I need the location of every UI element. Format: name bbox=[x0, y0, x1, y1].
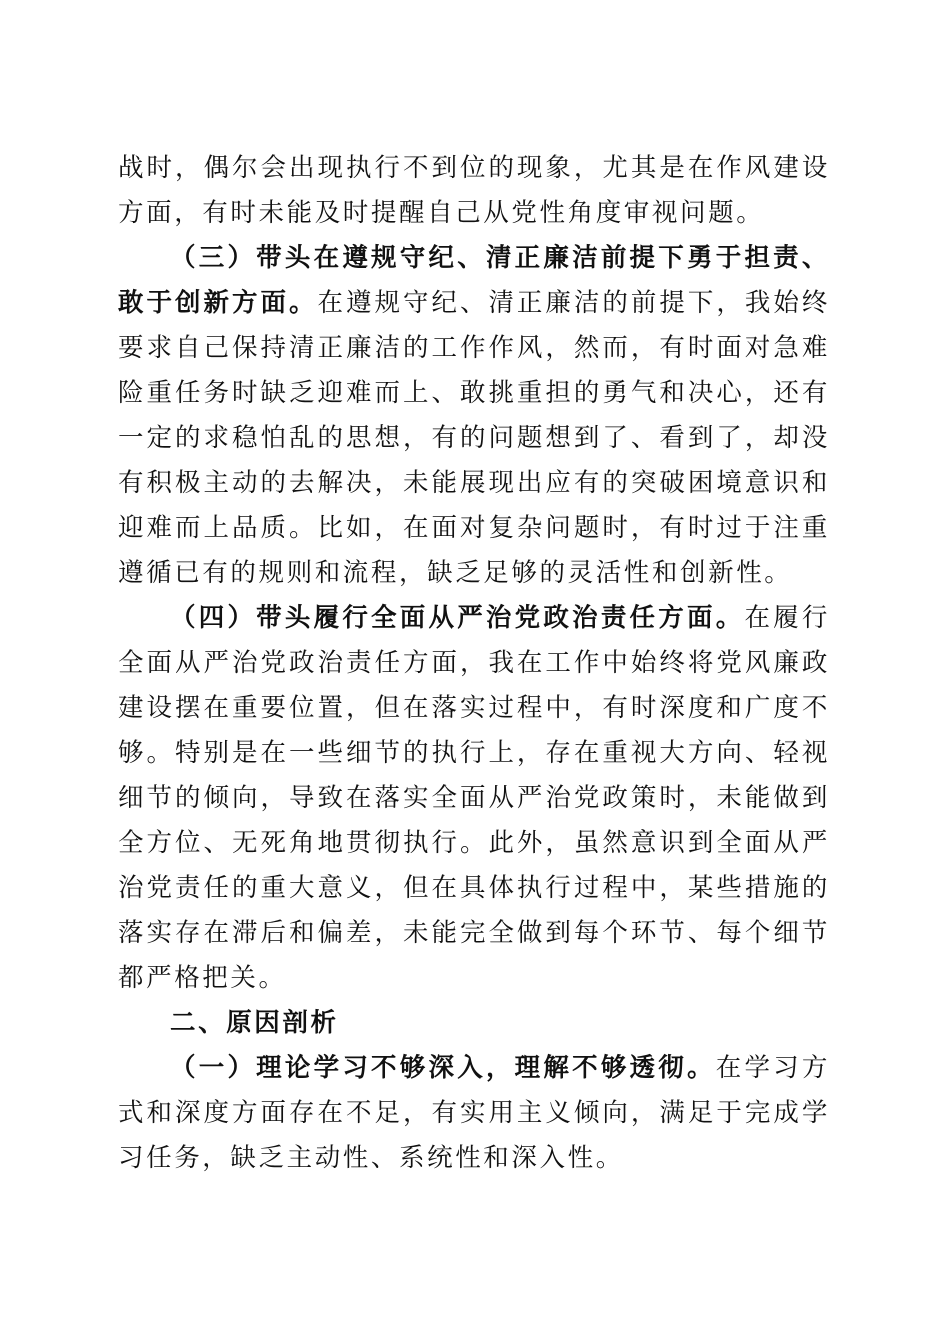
paragraph-section-four bbox=[118, 596, 830, 1001]
heading-cause-analysis: 二、原因剖析 bbox=[170, 1008, 339, 1038]
paragraph-text: 战时，偶尔会出现执行不到位的现象，尤其是在作风建设方面，有时未能及时提醒自己从党性角度审视问题。 bbox=[118, 153, 830, 228]
document-page bbox=[118, 146, 830, 1181]
section-three-title: （三）带头在遵规守纪、清正廉洁前提下勇于担责、敢于创新方面。 bbox=[118, 243, 830, 318]
section-four-title: （四）带头履行全面从严治党政治责任方面。 bbox=[170, 603, 745, 633]
paragraph-continuation bbox=[118, 146, 830, 236]
paragraph-cause-one bbox=[118, 1046, 830, 1181]
cause-one-title: （一）理论学习不够深入，理解不够透彻。 bbox=[170, 1053, 716, 1083]
paragraph-section-three bbox=[118, 236, 830, 596]
cause-one-body: 在学习方式和深度方面存在不足，有实用主义倾向，满足于完成学习任务，缺乏主动性、系统性和深入性。 bbox=[118, 1053, 831, 1173]
section-four-body: 在履行全面从严治党政治责任方面，我在工作中始终将党风廉政建设摆在重要位置，但在落实过程中，有时深度和广度不够。特别是在一些细节的执行上，存在重视大方向、轻视细节的倾向，导致在落实全面从严治党政策时，未能做到全方位、无死角地贯彻执行。此外，虽然意识到全面从严治党责任的重大意义，但在具体执行过程中，某些措施的落实存在滞后和偏差，未能完全做到每个环节、每个细节都严格把关。 bbox=[118, 603, 830, 993]
section-three-body: 在遵规守纪、清正廉洁的前提下，我始终要求自己保持清正廉洁的工作作风，然而，有时面对急难险重任务时缺乏迎难而上、敢挑重担的勇气和决心，还有一定的求稳怕乱的思想，有的问题想到了、看到了，却没有积极主动的去解决，未能展现出应有的突破困境意识和迎难而上品质。比如，在面对复杂问题时，有时过于注重遵循已有的规则和流程，缺乏足够的灵活性和创新性。 bbox=[118, 288, 830, 588]
